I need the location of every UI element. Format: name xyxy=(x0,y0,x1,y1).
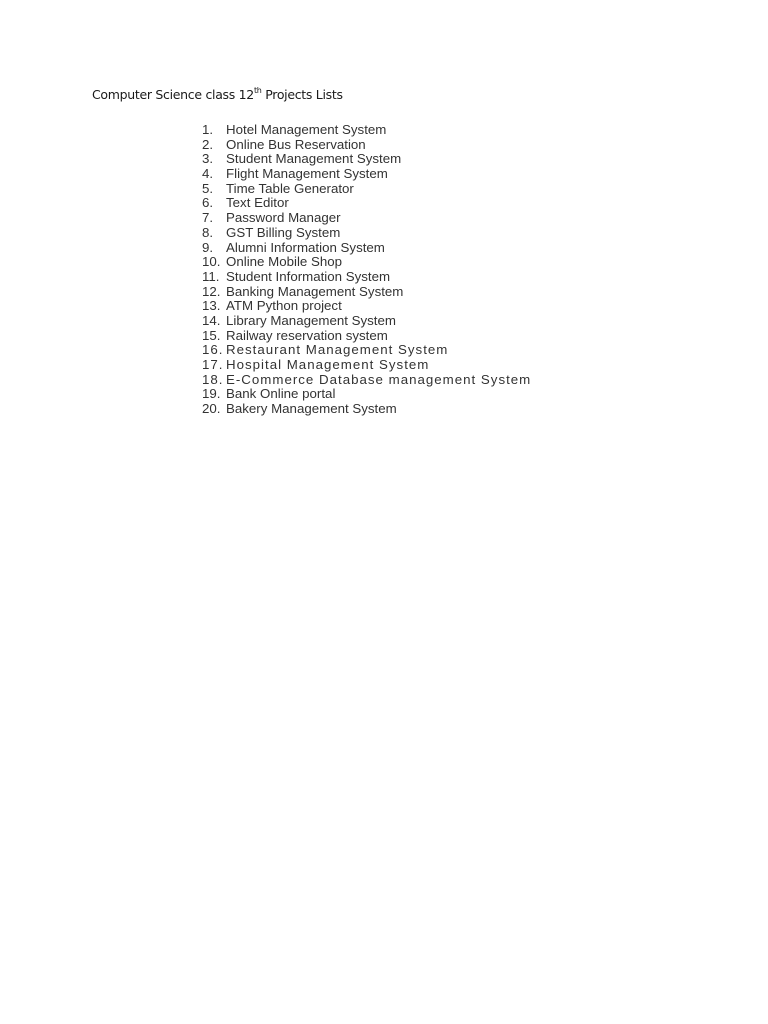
list-item-number: 1. xyxy=(202,122,214,137)
list-item xyxy=(202,402,531,417)
list-item-number: 20. xyxy=(202,401,221,417)
list-item-number: 16. xyxy=(202,342,224,358)
list-item-text: Time Table Generator xyxy=(226,180,354,196)
list-item-number: 6. xyxy=(202,195,214,211)
list-item-number: 9. xyxy=(202,239,214,255)
list-item xyxy=(202,387,531,402)
list-item-text: Hospital Management System xyxy=(226,357,430,372)
list-item xyxy=(202,358,531,373)
list-item-number: 10. xyxy=(202,254,221,270)
title-text: Computer Science class 12 xyxy=(92,87,254,102)
list-item-number: 12. xyxy=(202,283,221,299)
list-item xyxy=(202,329,531,344)
list-item-number: 18. xyxy=(202,371,224,387)
list-item xyxy=(202,211,531,226)
document-title xyxy=(92,87,343,102)
list-item-number: 8. xyxy=(202,224,214,240)
list-item-number: 15. xyxy=(202,327,221,343)
title-text-end: Projects Lists xyxy=(261,87,343,102)
list-item-text: Bank Online portal xyxy=(226,386,336,402)
list-item-text: Online Mobile Shop xyxy=(226,254,343,270)
title-superscript: th xyxy=(253,86,262,95)
list-item-number: 7. xyxy=(202,210,214,226)
list-item-number: 5. xyxy=(202,180,214,196)
list-item xyxy=(202,196,531,211)
list-item-text: Restaurant Management System xyxy=(226,342,449,358)
list-item-text: Password Manager xyxy=(226,210,341,226)
list-item-text: Alumni Information System xyxy=(226,239,385,255)
list-item-number: 13. xyxy=(202,298,221,314)
list-item-text: Online Bus Reservation xyxy=(226,136,366,152)
list-item-number: 17. xyxy=(202,357,224,372)
list-item xyxy=(202,270,531,285)
list-item-text: Library Management System xyxy=(226,312,396,328)
list-item xyxy=(202,255,531,270)
list-item-text: Banking Management System xyxy=(226,283,404,299)
list-item xyxy=(202,343,531,358)
list-item-text: Student Management System xyxy=(226,151,402,167)
list-item xyxy=(202,285,531,300)
list-item-number: 19. xyxy=(202,386,221,402)
list-item-number: 3. xyxy=(202,151,214,167)
list-item-number: 4. xyxy=(202,166,214,182)
list-item-text: Hotel Management System xyxy=(226,122,387,137)
list-item xyxy=(202,182,531,197)
list-item-number: 11. xyxy=(202,268,220,284)
list-item-text: GST Billing System xyxy=(226,224,341,240)
list-item xyxy=(202,241,531,256)
list-item-text: Flight Management System xyxy=(226,166,388,182)
list-item-text: Text Editor xyxy=(226,195,289,211)
list-item xyxy=(202,299,531,314)
list-item xyxy=(202,138,531,153)
project-list xyxy=(202,123,531,417)
list-item-text: Bakery Management System xyxy=(226,401,397,417)
list-item xyxy=(202,226,531,241)
list-item xyxy=(202,123,531,138)
list-item-text: Student Information System xyxy=(226,268,391,284)
list-item xyxy=(202,152,531,167)
list-item-text: E-Commerce Database management System xyxy=(226,371,532,387)
list-item xyxy=(202,167,531,182)
list-item xyxy=(202,314,531,329)
list-item-number: 14. xyxy=(202,312,221,328)
list-item-text: ATM Python project xyxy=(226,298,342,314)
list-item-number: 2. xyxy=(202,136,214,152)
list-item xyxy=(202,373,531,388)
list-item-text: Railway reservation system xyxy=(226,327,388,343)
